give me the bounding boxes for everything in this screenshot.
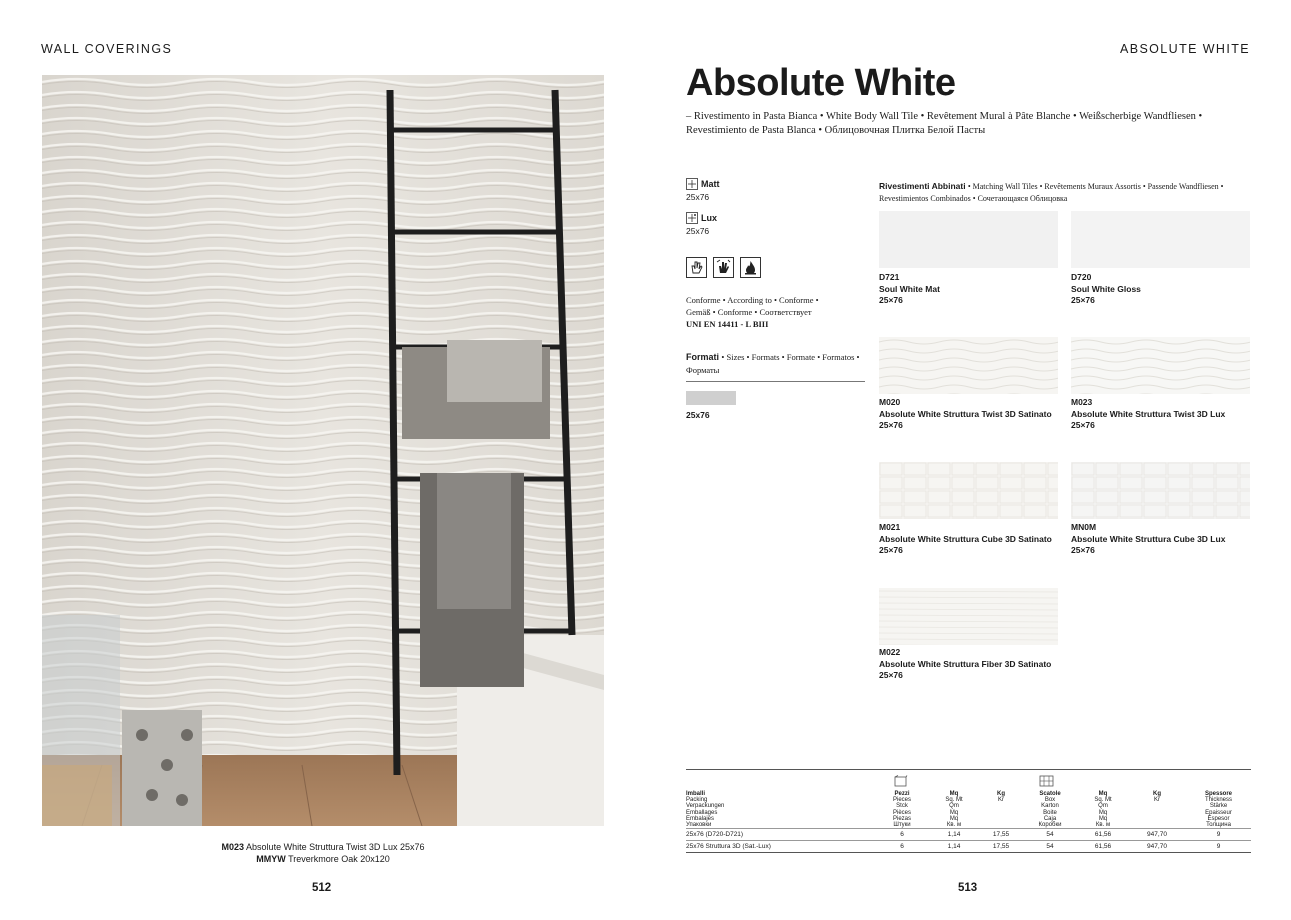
table-row bbox=[686, 841, 1251, 853]
matching-text: • Matching Wall Tiles • Revêtements Muraux Assortis • Passende Wandfliesen • Revestimientos Combinados • Сочетающаяся Облицовка bbox=[879, 182, 1224, 203]
photo-caption bbox=[42, 841, 604, 865]
row-value: 54 bbox=[1046, 843, 1054, 851]
packing-label-cell bbox=[686, 791, 876, 829]
tile-swatch-mn0m bbox=[1071, 462, 1250, 519]
finish-lux bbox=[686, 212, 717, 236]
tile-info-m022 bbox=[879, 647, 1051, 682]
col-kg-pallet: Kg Kr bbox=[1153, 791, 1161, 804]
conformity-text: Conforme • According to • Conforme • Gemäß • Conforme • Соответствует bbox=[686, 295, 819, 317]
tile-size: 25×76 bbox=[879, 420, 903, 430]
tile-name: Soul White Mat bbox=[879, 283, 940, 294]
row-value: 9 bbox=[1216, 831, 1221, 839]
caption-code-1: M023 bbox=[221, 842, 245, 852]
tile-size: 25×76 bbox=[1071, 295, 1095, 305]
conformity-norm: UNI EN 14411 - L BIII bbox=[686, 319, 769, 329]
tile-size: 25×76 bbox=[879, 670, 903, 680]
tile-info-m020 bbox=[879, 397, 1052, 432]
matching-tiles-heading bbox=[879, 180, 1251, 205]
conformity-block bbox=[686, 294, 836, 330]
finish-matt-size: 25x76 bbox=[686, 192, 710, 202]
row-value: 1,14 bbox=[947, 831, 961, 839]
tile-name: Absolute White Struttura Fiber 3D Satinato bbox=[879, 658, 1052, 669]
format-size: 25x76 bbox=[686, 410, 710, 420]
caption-text-2: Treverkmore Oak 20x120 bbox=[288, 854, 390, 864]
format-swatch bbox=[686, 391, 736, 405]
tile-code: M022 bbox=[879, 647, 901, 657]
tile-code: M021 bbox=[879, 522, 901, 532]
packing-label: Imballi bbox=[686, 791, 706, 797]
matt-finish-icon bbox=[686, 178, 698, 190]
tile-name: Absolute White Struttura Cube 3D Lux bbox=[1071, 533, 1226, 544]
row-value: 54 bbox=[1046, 831, 1054, 839]
tile-name: Absolute White Struttura Twist 3D Lux bbox=[1071, 408, 1226, 419]
tile-swatch-m021 bbox=[879, 462, 1058, 519]
right-page-number: 513 bbox=[958, 882, 978, 894]
tile-info-d721 bbox=[879, 272, 940, 307]
formats-label: Formati bbox=[686, 352, 720, 362]
col-boxes: Scatole Box Karton Boite Caja Коробки bbox=[1038, 791, 1062, 829]
row-value: 947,70 bbox=[1147, 843, 1167, 851]
finish-lux-size: 25x76 bbox=[686, 226, 710, 236]
packing-table bbox=[686, 791, 1251, 853]
tile-code: M023 bbox=[1071, 397, 1093, 407]
tile-size: 25×76 bbox=[1071, 545, 1095, 555]
left-page-header: WALL COVERINGS bbox=[41, 42, 173, 56]
ladder-photo-illustration bbox=[42, 75, 604, 826]
formats-text: • Sizes • Formats • Formate • Formatos • Форматы bbox=[686, 352, 860, 375]
packing-header-row bbox=[686, 791, 1251, 829]
matching-label: Rivestimenti Abbinati bbox=[879, 181, 966, 191]
tile-info-m023 bbox=[1071, 397, 1225, 432]
row-value: 6 bbox=[900, 843, 904, 851]
hand-touch-icon bbox=[686, 257, 707, 278]
lux-finish-icon bbox=[686, 212, 698, 224]
packing-top-rule bbox=[686, 769, 1251, 770]
row-label: 25x76 Struttura 3D (Sat.-Lux) bbox=[686, 843, 771, 851]
row-value: 9 bbox=[1216, 843, 1221, 851]
packing-label-translation: Embalajes bbox=[686, 815, 715, 822]
row-value: 61,56 bbox=[1094, 843, 1112, 851]
tile-size: 25×76 bbox=[1071, 420, 1095, 430]
tile-swatch-m022 bbox=[879, 588, 1058, 645]
tile-name: Absolute White Struttura Twist 3D Satinato bbox=[879, 408, 1052, 419]
caption-line-1 bbox=[42, 841, 604, 853]
row-value: 17,55 bbox=[992, 843, 1010, 851]
tile-code: MN0M bbox=[1071, 522, 1097, 532]
finish-matt-name: Matt bbox=[701, 179, 720, 189]
col-pieces: Pezzi Pieces Stck Pièces Piezas Штуки bbox=[892, 791, 911, 829]
row-value: 1,14 bbox=[947, 843, 961, 851]
row-value: 17,55 bbox=[992, 831, 1010, 839]
left-page-number: 512 bbox=[312, 882, 332, 894]
caption-line-2 bbox=[42, 853, 604, 865]
tile-swatch-d720 bbox=[1071, 211, 1250, 268]
pallet-boxes-icon bbox=[1039, 774, 1054, 792]
table-row bbox=[686, 829, 1251, 841]
finish-lux-name: Lux bbox=[701, 213, 718, 223]
tile-info-mn0m bbox=[1071, 522, 1225, 557]
col-kg-box: Kg Kr bbox=[997, 791, 1005, 804]
row-label: 25x76 (D720-D721) bbox=[686, 831, 744, 839]
page-subtitle: – Rivestimento in Pasta Bianca • White Body Wall Tile • Revêtement Mural à Pâte Blanche • Weißscherbige Wandfliesen • Revestimiento de Pasta Blanca • Облицовочная Плитка Белой Пасты bbox=[686, 111, 1203, 136]
formats-divider bbox=[686, 381, 865, 382]
tile-swatch-d721 bbox=[879, 211, 1058, 268]
page-title: Absolute White bbox=[686, 62, 956, 104]
packing-label-translation: Упаковки bbox=[686, 822, 712, 829]
caption-code-2: MMYW bbox=[256, 854, 286, 864]
col-thickness: Spessore Thickness Stärke Epaisseur Espesor Толщина bbox=[1204, 791, 1232, 829]
packing-label-translation: Packing bbox=[686, 797, 708, 804]
tile-swatch-m020 bbox=[879, 337, 1058, 394]
row-value: 61,56 bbox=[1094, 831, 1112, 839]
tile-info-d720 bbox=[1071, 272, 1141, 307]
tile-code: D720 bbox=[1071, 272, 1092, 282]
row-value: 6 bbox=[900, 831, 904, 839]
formats-block bbox=[686, 351, 866, 376]
tile-code: M020 bbox=[879, 397, 901, 407]
tile-code: D721 bbox=[879, 272, 900, 282]
packing-label-translation: Emballages bbox=[686, 809, 718, 816]
right-page-header: ABSOLUTE WHITE bbox=[1119, 42, 1250, 56]
pieces-box-icon bbox=[894, 774, 908, 792]
tile-name: Absolute White Struttura Cube 3D Satinato bbox=[879, 533, 1052, 544]
fire-resistant-icon bbox=[740, 257, 761, 278]
tile-size: 25×76 bbox=[879, 545, 903, 555]
col-sqm-box: Mq Sq. Mt Qm Mq Mq Кв. м bbox=[945, 791, 963, 829]
packing-label-translation: Verpackungen bbox=[686, 803, 725, 810]
tile-info-m021 bbox=[879, 522, 1052, 557]
tile-swatch-m023 bbox=[1071, 337, 1250, 394]
bathroom-photo bbox=[42, 75, 604, 826]
caption-text-1: Absolute White Struttura Twist 3D Lux 25x76 bbox=[246, 842, 425, 852]
tile-size: 25×76 bbox=[879, 295, 903, 305]
hand-stain-resistant-icon bbox=[713, 257, 734, 278]
row-value: 947,70 bbox=[1147, 831, 1167, 839]
tile-name: Soul White Gloss bbox=[1071, 283, 1141, 294]
property-icons bbox=[686, 257, 767, 278]
finish-matt bbox=[686, 178, 720, 202]
col-sqm-pallet: Mq Sq. Mt Qm Mq Mq Кв. м bbox=[1094, 791, 1112, 829]
